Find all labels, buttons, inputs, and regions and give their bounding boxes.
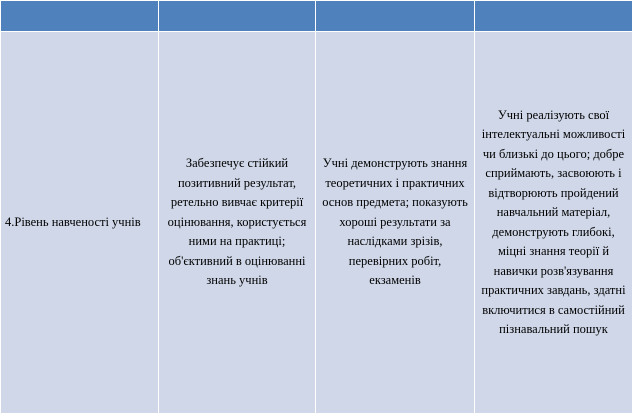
header-cell-2	[159, 1, 316, 32]
criteria-text-knowledge: Учні демонструють знання теоретичних і практичних основ предмета; показують хороші результати за наслідками зрізів, перевірних робіт, екзаменів	[322, 156, 468, 288]
header-cell-3	[316, 1, 475, 32]
criteria-cell-teacher	[159, 32, 316, 414]
table-header-row	[1, 1, 632, 32]
header-cell-4	[475, 1, 632, 32]
row-label-text: 4.Рівень навченості учнів	[5, 214, 141, 229]
criteria-text-abilities: Учні реалізують свої інтелектуальні можливості чи близькі до цього; добре сприймають, засвоюють і відтворюють пройдений навчальний матеріал, демонструють глибокі, міцні знання теорії й навички розв'язування практичних завдань, здатні включитися в самостійний пізнавальний пошук	[481, 107, 626, 336]
row-label-learning-level	[1, 32, 159, 414]
criteria-text-teacher: Забезпечує стійкий позитивний результат, ретельно вивчає критерії оцінювання, користується ними на практиці; об'єктивний в оцінюванні знань учнів	[167, 156, 307, 288]
criteria-cell-abilities	[475, 32, 632, 414]
header-cell-1	[1, 1, 159, 32]
criteria-cell-knowledge	[316, 32, 475, 414]
table-row	[1, 32, 632, 414]
